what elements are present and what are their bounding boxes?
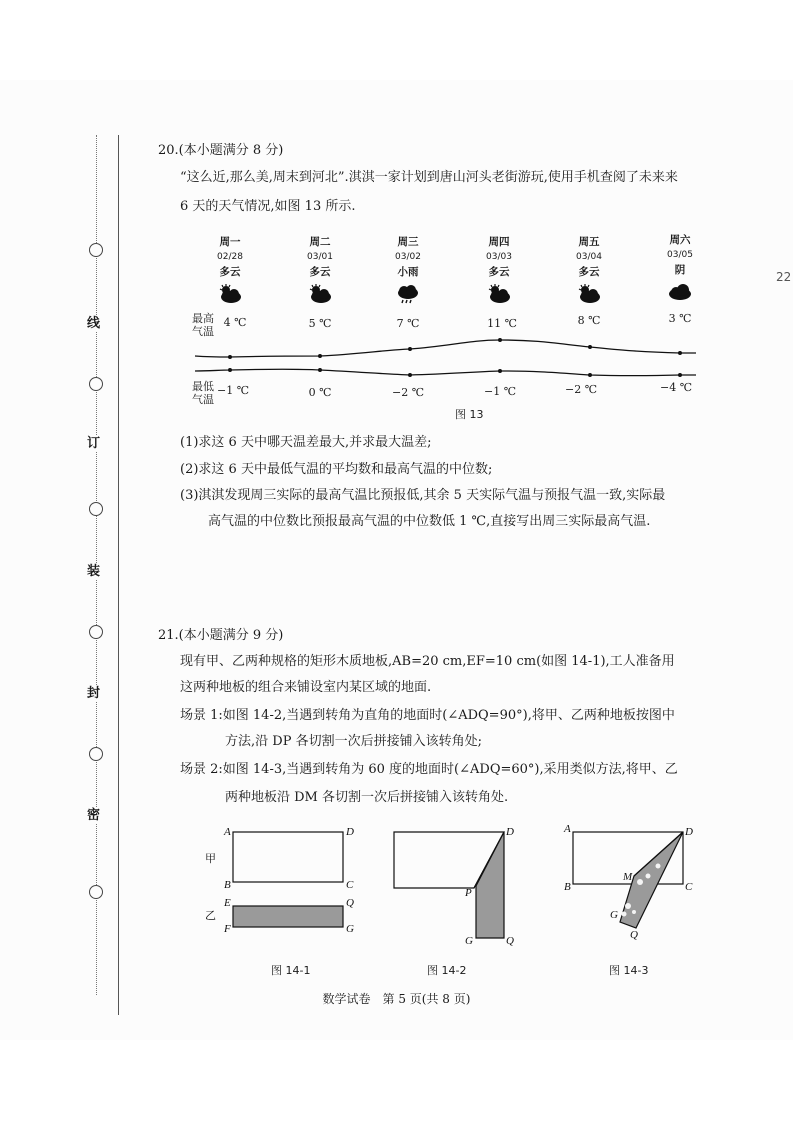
low-point (228, 368, 232, 372)
low-temp-thu: −1 ℃ (483, 385, 517, 398)
figure-14-3 (558, 818, 718, 948)
date-label: 03/04 (576, 252, 602, 262)
figure-13-caption: 图 13 (455, 408, 484, 421)
cloud-sun-icon (486, 284, 512, 304)
binding-hole (89, 243, 103, 257)
low-point (678, 373, 682, 377)
high-temp-wed: 7 ℃ (396, 317, 420, 330)
label-G: G (346, 923, 354, 935)
label-Q: Q (630, 929, 638, 941)
high-temp-curve (195, 340, 696, 357)
low-temp-wed: −2 ℃ (391, 386, 425, 399)
label-M: M (623, 871, 633, 883)
label-C: C (346, 879, 354, 891)
label-Q: Q (346, 897, 354, 909)
q21-heading: 21.(本小题满分 9 分) (158, 628, 284, 643)
q20-sub3-line1: (3)淇淇发现周三实际的最高气温比预报低,其余 5 天实际气温与预报气温一致,实际最 (180, 488, 666, 503)
q21-scene2-line1: 场景 2:如图 14-3,当遇到转角为 60 度的地面时(∠ADQ=60°),采用类似方法,将甲、乙 (180, 762, 678, 777)
label-F: F (224, 923, 231, 935)
condition-label: 小雨 (397, 266, 419, 278)
figure-14-3-caption: 图 14-3 (609, 964, 649, 977)
page-footer: 数学试卷 第 5 页(共 8 页) (322, 992, 471, 1006)
label-B: B (564, 881, 571, 893)
binding-hole (89, 502, 103, 516)
weekday-label: 周二 (309, 236, 331, 248)
figure-14-1 (200, 820, 360, 950)
q20-heading: 20.(本小题满分 8 分) (158, 143, 284, 158)
high-point (408, 347, 412, 351)
date-label: 03/01 (307, 252, 333, 262)
label-B: B (224, 879, 231, 891)
temperature-curves (190, 334, 700, 382)
condition-label: 多云 (219, 266, 241, 278)
label-Q: Q (506, 935, 514, 947)
date-label: 02/28 (217, 252, 243, 262)
label-G: G (465, 935, 473, 947)
high-temp-thu: 11 ℃ (487, 317, 517, 330)
high-point (678, 351, 682, 355)
rect-jia (233, 832, 343, 882)
binding-hole (89, 377, 103, 391)
high-temp-tue: 5 ℃ (308, 317, 332, 330)
figure-14-2-caption: 图 14-2 (427, 964, 467, 977)
cloud-sun-icon (217, 284, 243, 304)
date-label: 03/05 (667, 250, 693, 260)
q21-intro-line1: 现有甲、乙两种规格的矩形木质地板,AB=20 cm,EF=10 cm(如图 14-1),工人准备用 (180, 654, 675, 669)
low-temp-tue: 0 ℃ (308, 386, 332, 399)
condition-label: 多云 (488, 266, 510, 278)
weekday-label: 周五 (578, 236, 600, 248)
figure-14-1-caption: 图 14-1 (271, 964, 311, 977)
low-temp-mon: −1 ℃ (216, 384, 250, 397)
q21-scene2-line2: 两种地板沿 DM 各切割一次后拼接铺入该转角处. (225, 790, 509, 805)
low-point (588, 373, 592, 377)
binding-char-ding: 订 (87, 436, 101, 451)
high-temp-row-label: 最高 气温 (192, 312, 214, 338)
binding-hole (89, 625, 103, 639)
figure-14-2 (382, 820, 522, 950)
low-temp-fri: −2 ℃ (564, 383, 598, 396)
low-point (408, 373, 412, 377)
rect-yi (233, 906, 343, 927)
cut-rect-yi (476, 832, 504, 938)
label-G: G (610, 909, 618, 921)
binding-char-zhuang: 装 (87, 564, 101, 579)
condition-label: 阴 (674, 264, 686, 276)
condition-label: 多云 (309, 266, 331, 278)
cloud-sun-icon (307, 284, 333, 304)
high-point (228, 355, 232, 359)
binding-hole (89, 747, 103, 761)
q21-scene1-line1: 场景 1:如图 14-2,当遇到转角为直角的地面时(∠ADQ=90°),将甲、乙两种地板按图中 (180, 708, 675, 723)
label-D: D (346, 826, 354, 838)
low-point (318, 368, 322, 372)
label-A: A (224, 826, 231, 838)
high-point (498, 338, 502, 342)
q20-sub2: (2)求这 6 天中最低气温的平均数和最高气温的中位数; (180, 462, 493, 477)
weather-day-mon (195, 234, 265, 304)
condition-label: 多云 (578, 266, 600, 278)
weekday-label: 周四 (488, 236, 510, 248)
weather-day-thu (464, 234, 534, 304)
high-temp-fri: 8 ℃ (577, 314, 601, 327)
binding-char-mi: 密 (87, 808, 101, 823)
binding-char-xian: 线 (87, 316, 101, 331)
high-temp-sat: 3 ℃ (668, 312, 692, 325)
label-C: C (685, 881, 693, 893)
high-point (588, 345, 592, 349)
weekday-label: 周六 (669, 234, 691, 246)
binding-char-feng: 封 (87, 686, 101, 701)
weather-day-fri (554, 234, 624, 304)
label-D: D (685, 826, 693, 838)
margin-rule (118, 135, 119, 1015)
date-label: 03/03 (486, 252, 512, 262)
binding-hole (89, 885, 103, 899)
q20-intro-line1: “这么近,那么美,周末到河北”.淇淇一家计划到唐山河头老街游玩,使用手机查阅了未来来 (180, 170, 678, 185)
high-point (318, 354, 322, 358)
q20-sub1: (1)求这 6 天中哪天温差最大,并求最大温差; (180, 435, 432, 450)
cloud-sun-icon (576, 284, 602, 304)
low-temp-sat: −4 ℃ (659, 381, 693, 394)
weather-day-sat (645, 232, 715, 302)
low-temp-row-label: 最低 气温 (192, 380, 214, 406)
high-temp-mon: 4 ℃ (223, 316, 247, 329)
low-point (498, 369, 502, 373)
label-E: E (224, 897, 231, 909)
label-D: D (506, 826, 514, 838)
label-P: P (465, 887, 472, 899)
q20-intro-line2: 6 天的天气情况,如图 13 所示. (180, 199, 356, 214)
cloud-icon (667, 282, 693, 302)
q21-intro-line2: 这两种地板的组合来铺设室内某区域的地面. (180, 680, 432, 695)
weekday-label: 周一 (219, 236, 241, 248)
weekday-label: 周三 (397, 236, 419, 248)
cloud-rain-icon (395, 284, 421, 304)
label-yi: 乙 (205, 909, 216, 922)
date-label: 03/02 (395, 252, 421, 262)
q20-sub3-line2: 高气温的中位数比预报最高气温的中位数低 1 ℃,直接写出周三实际最高气温. (208, 514, 651, 529)
label-A: A (564, 823, 571, 835)
q21-scene1-line2: 方法,沿 DP 各切割一次后拼接铺入该转角处; (225, 734, 482, 749)
low-temp-curve (195, 369, 696, 376)
weather-day-wed (373, 234, 443, 304)
weather-day-tue (285, 234, 355, 304)
side-page-number: 22 (776, 270, 792, 284)
label-jia: 甲 (205, 852, 216, 865)
